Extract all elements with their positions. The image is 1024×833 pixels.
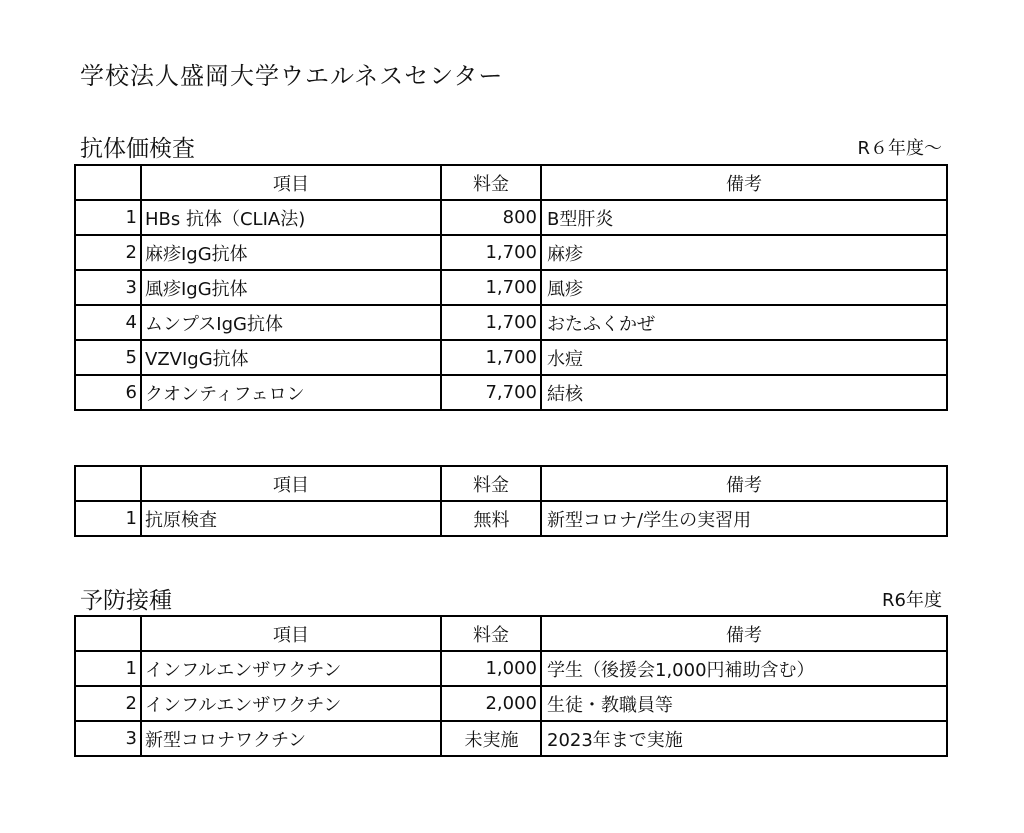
header-note: 備考 xyxy=(541,466,947,501)
row-note: 2023年まで実施 xyxy=(541,721,947,756)
antigen-table xyxy=(74,465,948,537)
antibody-table xyxy=(74,164,948,411)
row-note: 水痘 xyxy=(541,340,947,375)
table-row xyxy=(75,721,947,756)
row-item: 麻疹IgG抗体 xyxy=(141,235,441,270)
row-number: 1 xyxy=(75,200,141,235)
row-fee: 1,700 xyxy=(441,305,541,340)
vaccination-year-label: R6年度 xyxy=(882,590,942,611)
row-item: HBs 抗体（CLIA法) xyxy=(141,200,441,235)
row-item: 新型コロナワクチン xyxy=(141,721,441,756)
row-fee: 1,000 xyxy=(441,651,541,686)
row-fee: 7,700 xyxy=(441,375,541,410)
header-note: 備考 xyxy=(541,616,947,651)
header-item: 項目 xyxy=(141,165,441,200)
vaccination-section-title: 予防接種 xyxy=(80,588,172,614)
row-number: 2 xyxy=(75,686,141,721)
row-fee: 1,700 xyxy=(441,340,541,375)
row-note: B型肝炎 xyxy=(541,200,947,235)
row-item: 風疹IgG抗体 xyxy=(141,270,441,305)
row-note: 麻疹 xyxy=(541,235,947,270)
row-item: 抗原検査 xyxy=(141,501,441,536)
row-note: 学生（後援会1,000円補助含む） xyxy=(541,651,947,686)
row-number: 6 xyxy=(75,375,141,410)
row-fee: 800 xyxy=(441,200,541,235)
header-note: 備考 xyxy=(541,165,947,200)
org-title: 学校法人盛岡大学ウエルネスセンター xyxy=(80,62,504,90)
row-fee: 1,700 xyxy=(441,235,541,270)
table-header-row xyxy=(75,616,947,651)
table-header-row xyxy=(75,165,947,200)
row-note: 新型コロナ/学生の実習用 xyxy=(541,501,947,536)
table-row xyxy=(75,501,947,536)
table-row xyxy=(75,686,947,721)
header-fee: 料金 xyxy=(441,616,541,651)
table-row xyxy=(75,200,947,235)
row-item: VZVIgG抗体 xyxy=(141,340,441,375)
table-row xyxy=(75,305,947,340)
row-note: 結核 xyxy=(541,375,947,410)
row-item: インフルエンザワクチン xyxy=(141,651,441,686)
table-row xyxy=(75,235,947,270)
row-fee: 未実施 xyxy=(441,721,541,756)
table-row xyxy=(75,270,947,305)
header-no xyxy=(75,466,141,501)
row-item: ムンプスIgG抗体 xyxy=(141,305,441,340)
header-fee: 料金 xyxy=(441,165,541,200)
row-item: インフルエンザワクチン xyxy=(141,686,441,721)
row-note: おたふくかぜ xyxy=(541,305,947,340)
row-note: 生徒・教職員等 xyxy=(541,686,947,721)
row-note: 風疹 xyxy=(541,270,947,305)
header-no xyxy=(75,165,141,200)
table-row xyxy=(75,651,947,686)
table-header-row xyxy=(75,466,947,501)
row-number: 3 xyxy=(75,721,141,756)
header-item: 項目 xyxy=(141,466,441,501)
header-fee: 料金 xyxy=(441,466,541,501)
vaccination-table xyxy=(74,615,948,757)
row-fee: 2,000 xyxy=(441,686,541,721)
table-row xyxy=(75,340,947,375)
row-number: 2 xyxy=(75,235,141,270)
row-fee: 無料 xyxy=(441,501,541,536)
row-number: 1 xyxy=(75,501,141,536)
row-item: クオンティフェロン xyxy=(141,375,441,410)
row-number: 3 xyxy=(75,270,141,305)
row-fee: 1,700 xyxy=(441,270,541,305)
table-row xyxy=(75,375,947,410)
header-no xyxy=(75,616,141,651)
row-number: 5 xyxy=(75,340,141,375)
row-number: 4 xyxy=(75,305,141,340)
header-item: 項目 xyxy=(141,616,441,651)
antibody-year-label: R６年度～ xyxy=(857,138,942,159)
antibody-section-title: 抗体価検査 xyxy=(80,136,195,162)
row-number: 1 xyxy=(75,651,141,686)
